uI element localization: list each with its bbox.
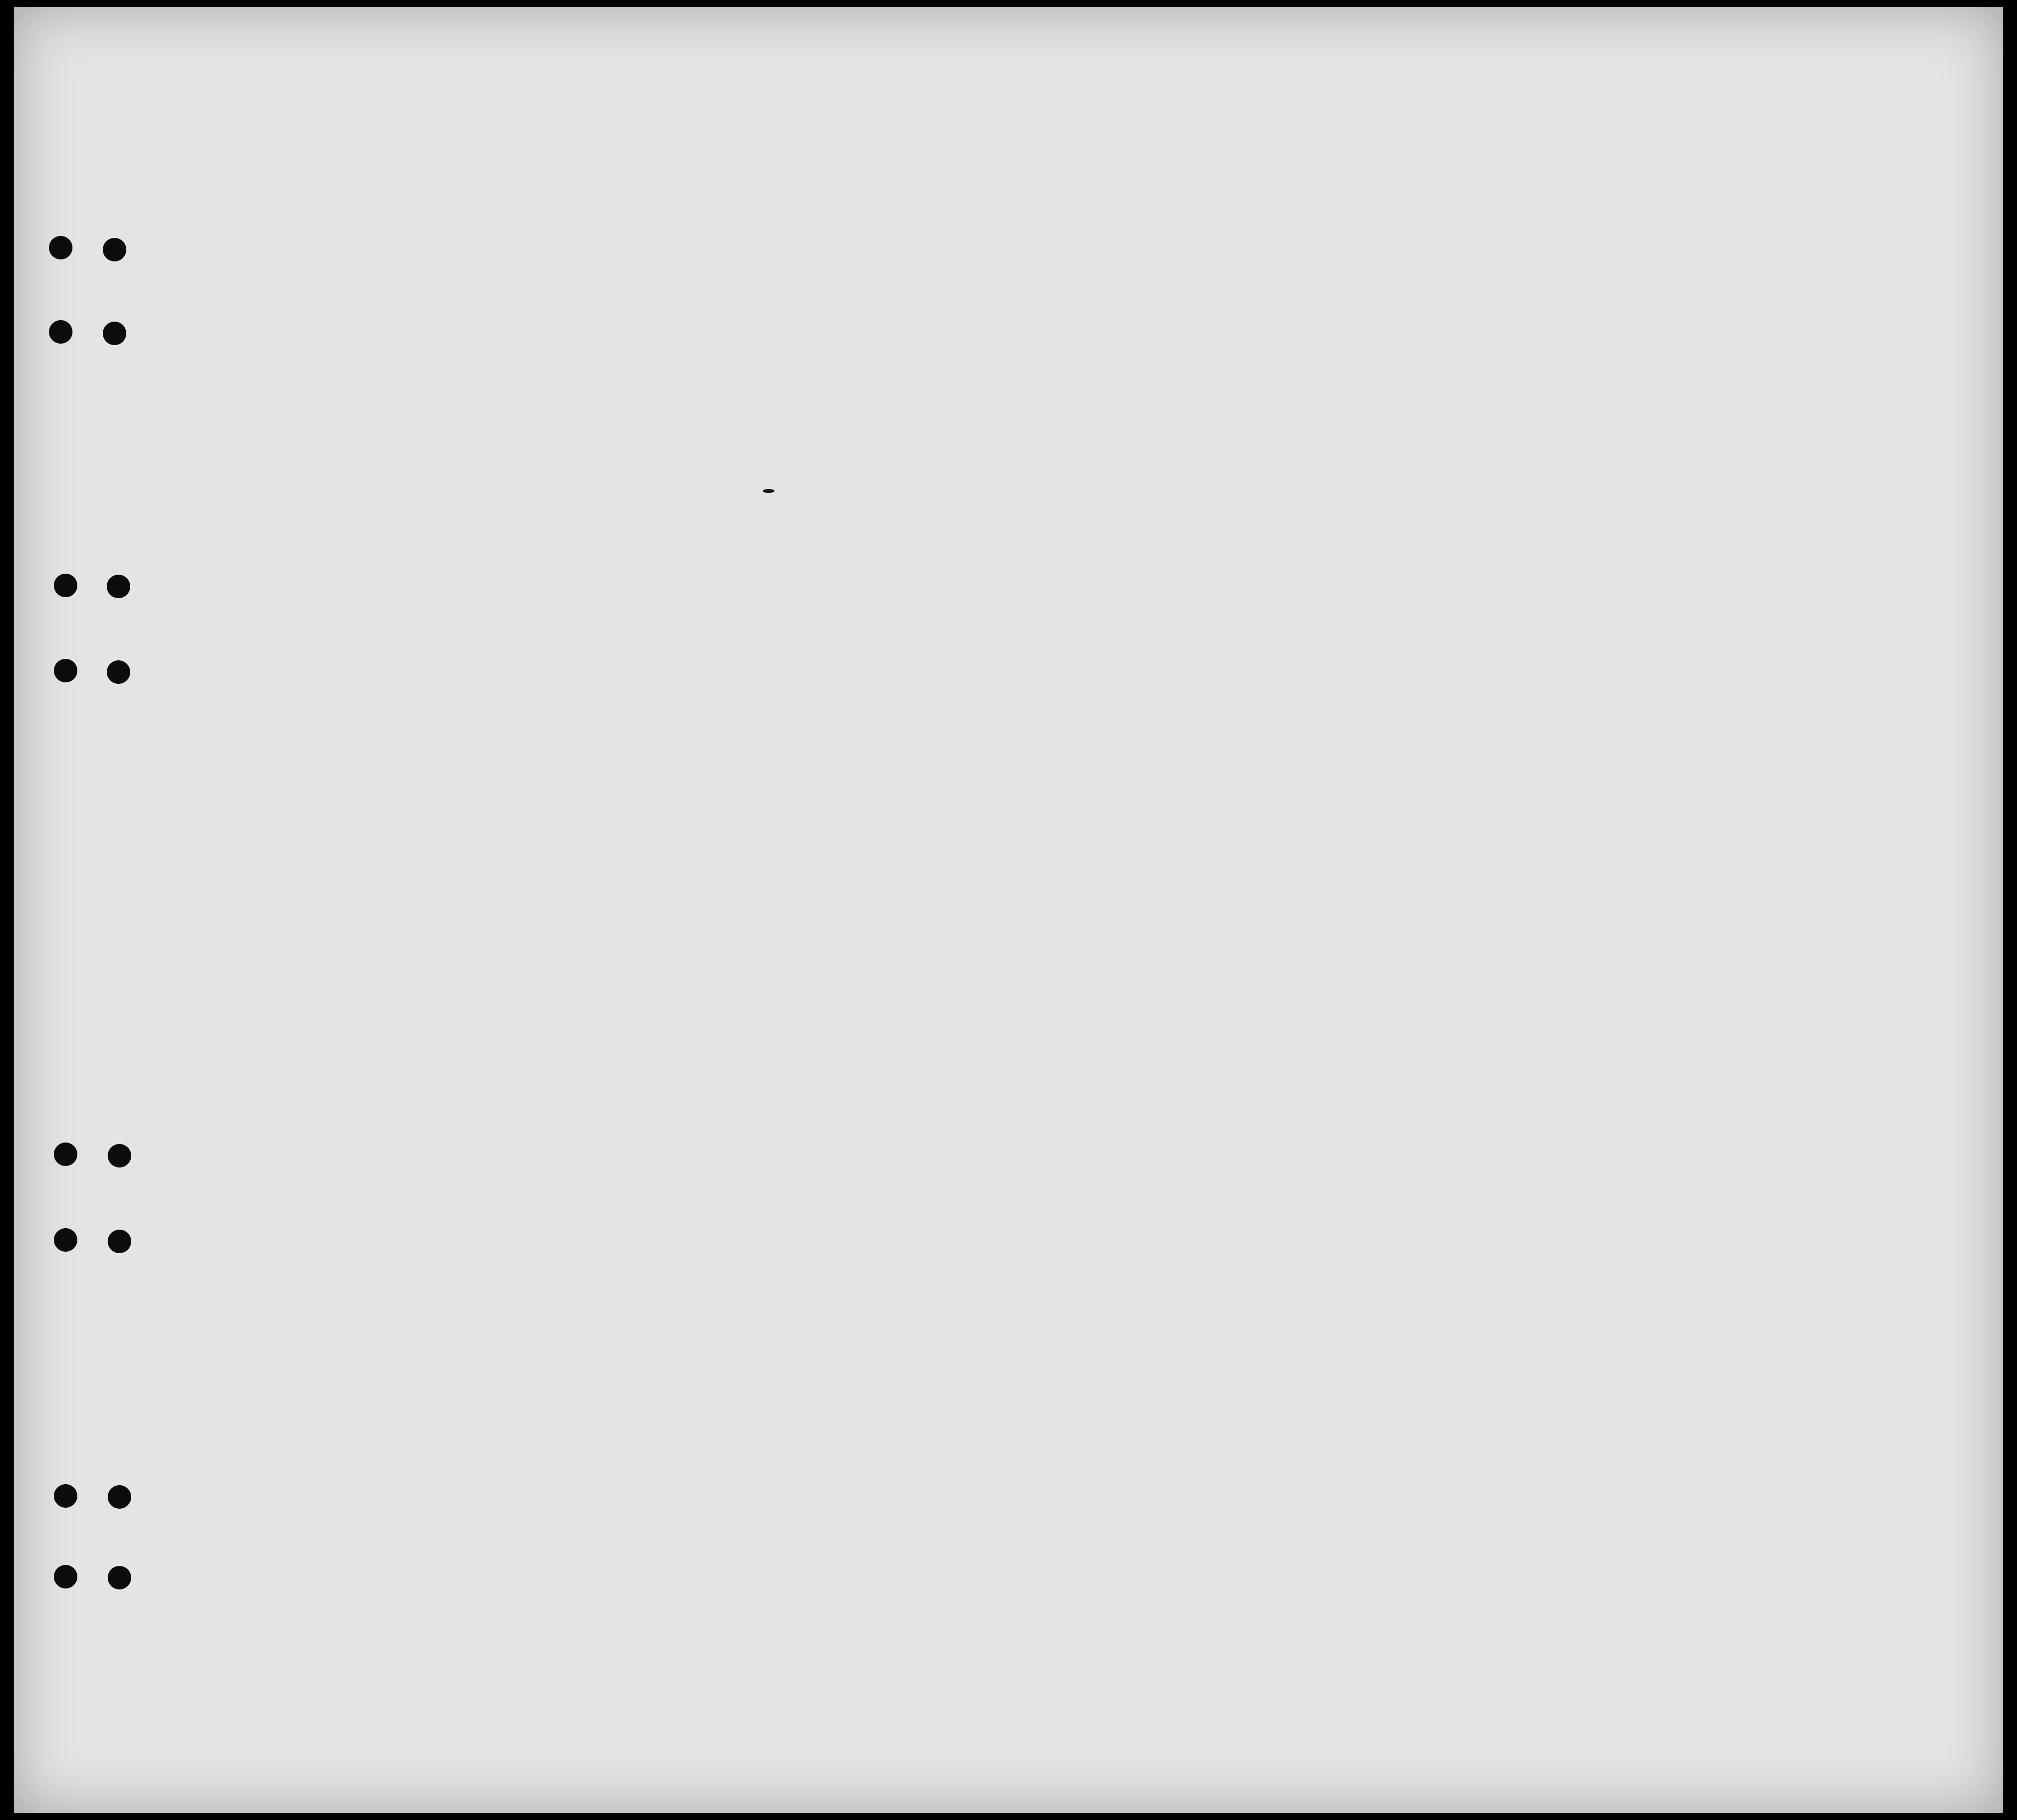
col29-heading [1482,325,1522,452]
col27-heading [1393,345,1418,452]
col28-heading [1424,325,1478,452]
punch-hole [54,1565,77,1588]
col26-heading [1365,345,1389,452]
punch-hole [107,660,130,684]
col31-heading [1547,325,1568,452]
punch-hole [103,322,126,345]
col24-citizen [1291,353,1319,451]
punch-hole [107,575,130,598]
col21-heading [765,315,792,443]
punch-hole [54,659,77,682]
form-grid [14,7,2003,1813]
punch-hole [54,1484,77,1508]
entry-money [763,489,774,493]
col30-heading [1524,325,1545,452]
punch-hole [54,1143,77,1166]
manifest-sheet [14,7,2003,1813]
punch-hole [108,1566,131,1589]
punch-hole [54,1228,77,1252]
punch-hole [49,236,72,259]
col19-heading [640,315,664,443]
col25-heading [1331,345,1360,452]
punch-hole [108,1230,131,1253]
punch-hole [103,238,126,261]
col24-return [1221,353,1248,451]
punch-hole [54,574,77,597]
punch-hole [49,320,72,344]
punch-hole [108,1485,131,1509]
col24-length [1257,353,1285,451]
punch-hole [108,1144,131,1167]
